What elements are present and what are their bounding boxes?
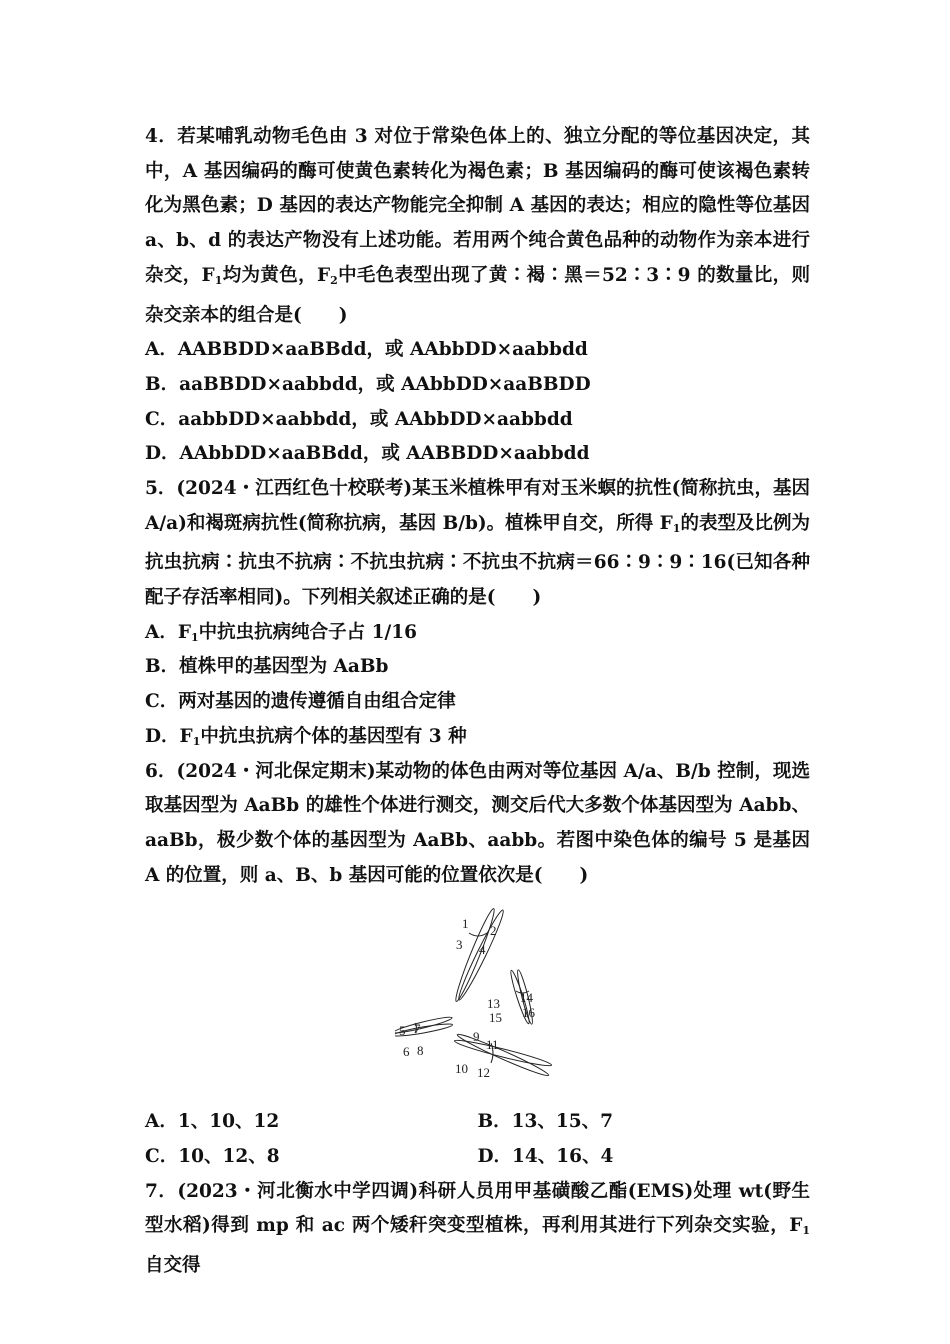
question-6-stem: 6．(2024・河北保定期末)某动物的体色由两对等位基因 A/a、B/b 控制，现选取基因型为 AaBb 的雄性个体进行测交，测交后代大多数个体基因型为 Aabb、aaBb，极少数个体的基因型为 AaBb、aabb。若图中染色体的编号 5 是基因 A 的位置，则 a、B、b 基因可能的位置依次是( ) xyxy=(145,760,810,886)
chromosome-label-3: 3 xyxy=(456,937,463,953)
question-6-options-row-2 xyxy=(145,1140,810,1175)
chromosome-label-12: 12 xyxy=(477,1065,490,1081)
chromosome-label-14: 14 xyxy=(520,990,533,1006)
chromosome-label-8: 8 xyxy=(417,1043,424,1059)
chromosome-label-9: 9 xyxy=(473,1029,480,1045)
chromosome-pair-bottom xyxy=(454,1031,553,1079)
question-6-option-c[interactable]: C．10、12、8 xyxy=(145,1146,280,1168)
question-5-option-a[interactable]: A．$F_1$中抗虫抗病纯合子占 1/16 xyxy=(145,621,417,644)
question-6-option-d[interactable]: D．14、16、4 xyxy=(477,1146,614,1168)
chromosome-figure xyxy=(395,893,565,1105)
chromosome-label-11: 11 xyxy=(486,1037,499,1053)
chromosome-label-13: 13 xyxy=(487,996,500,1012)
question-5-option-d[interactable]: D．$F_1$中抗虫抗病个体的基因型有 3 种 xyxy=(145,725,467,748)
question-4-stem: 4．若某哺乳动物毛色由 3 对位于常染色体上的、独立分配的等位基因决定，其中，A 基因编码的酶可使黄色素转化为褐色素；B 基因编码的酶可使该褐色素转化为黑色素；D 基因的表达产物能完全抑制 A 基因的表达；相应的隐性等位基因 a、b、d 的表达产物没有上述功能。若用两个纯合黄色品种的动物作为亲本进行杂交，$F_1$均为黄色，$F_2$中毛色表型出现了黄∶褐∶黑＝52∶3∶9 的数量比，则杂交亲本的组合是( ) xyxy=(145,126,810,326)
page xyxy=(145,120,810,1284)
question-4-option-c[interactable]: C．aabbDD×aabbdd，或 AAbbDD×aabbdd xyxy=(145,408,573,430)
chromosome-label-2: 2 xyxy=(490,923,497,939)
chromosome-label-4: 4 xyxy=(479,942,486,958)
chromosome-label-7: 7 xyxy=(414,1021,421,1037)
question-5-option-c[interactable]: C．两对基因的遗传遵循自由组合定律 xyxy=(145,691,456,713)
chromosome-label-1: 1 xyxy=(462,916,469,932)
chromosome-label-16: 16 xyxy=(522,1005,535,1021)
chromosome-diagram xyxy=(395,893,565,1105)
question-4-option-a[interactable]: A．AABBDD×aaBBdd，或 AAbbDD×aabbdd xyxy=(145,339,588,361)
chromosome-label-15: 15 xyxy=(489,1010,502,1026)
question-6-option-a[interactable]: A．1、10、12 xyxy=(145,1111,280,1133)
question-7-stem: 7．(2023・河北衡水中学四调)科研人员用甲基磺酸乙酯(EMS)处理 wt(野生型水稻)得到 mp 和 ac 两个矮秆突变型植株，再利用其进行下列杂交实验，$F_1$自交得 xyxy=(145,1180,810,1277)
question-4-option-b[interactable]: B．aaBBDD×aabbdd，或 AAbbDD×aaBBDD xyxy=(145,373,591,395)
question-5-option-b[interactable]: B．植株甲的基因型为 AaBb xyxy=(145,656,389,678)
question-6-option-b[interactable]: B．13、15、7 xyxy=(477,1111,613,1133)
chromosome-label-5: 5 xyxy=(399,1023,406,1039)
question-5-stem: 5．(2024・江西红色十校联考)某玉米植株甲有对玉米螟的抗性(简称抗虫，基因 A/a)和褐斑病抗性(简称抗病，基因 B/b)。植株甲自交，所得 $F_1$的表型及比例为抗虫抗病∶抗虫不抗病∶不抗虫抗病∶不抗虫不抗病＝66∶9∶9∶16(已知各种配子存活率相同)。下列相关叙述正确的是( ) xyxy=(145,477,810,609)
question-4-option-d[interactable]: D．AAbbDD×aaBBdd，或 AABBDD×aabbdd xyxy=(145,443,590,465)
question-6-options-row-1 xyxy=(145,1105,810,1140)
chromosome-label-6: 6 xyxy=(403,1044,410,1060)
chromosome-label-10: 10 xyxy=(455,1061,468,1077)
